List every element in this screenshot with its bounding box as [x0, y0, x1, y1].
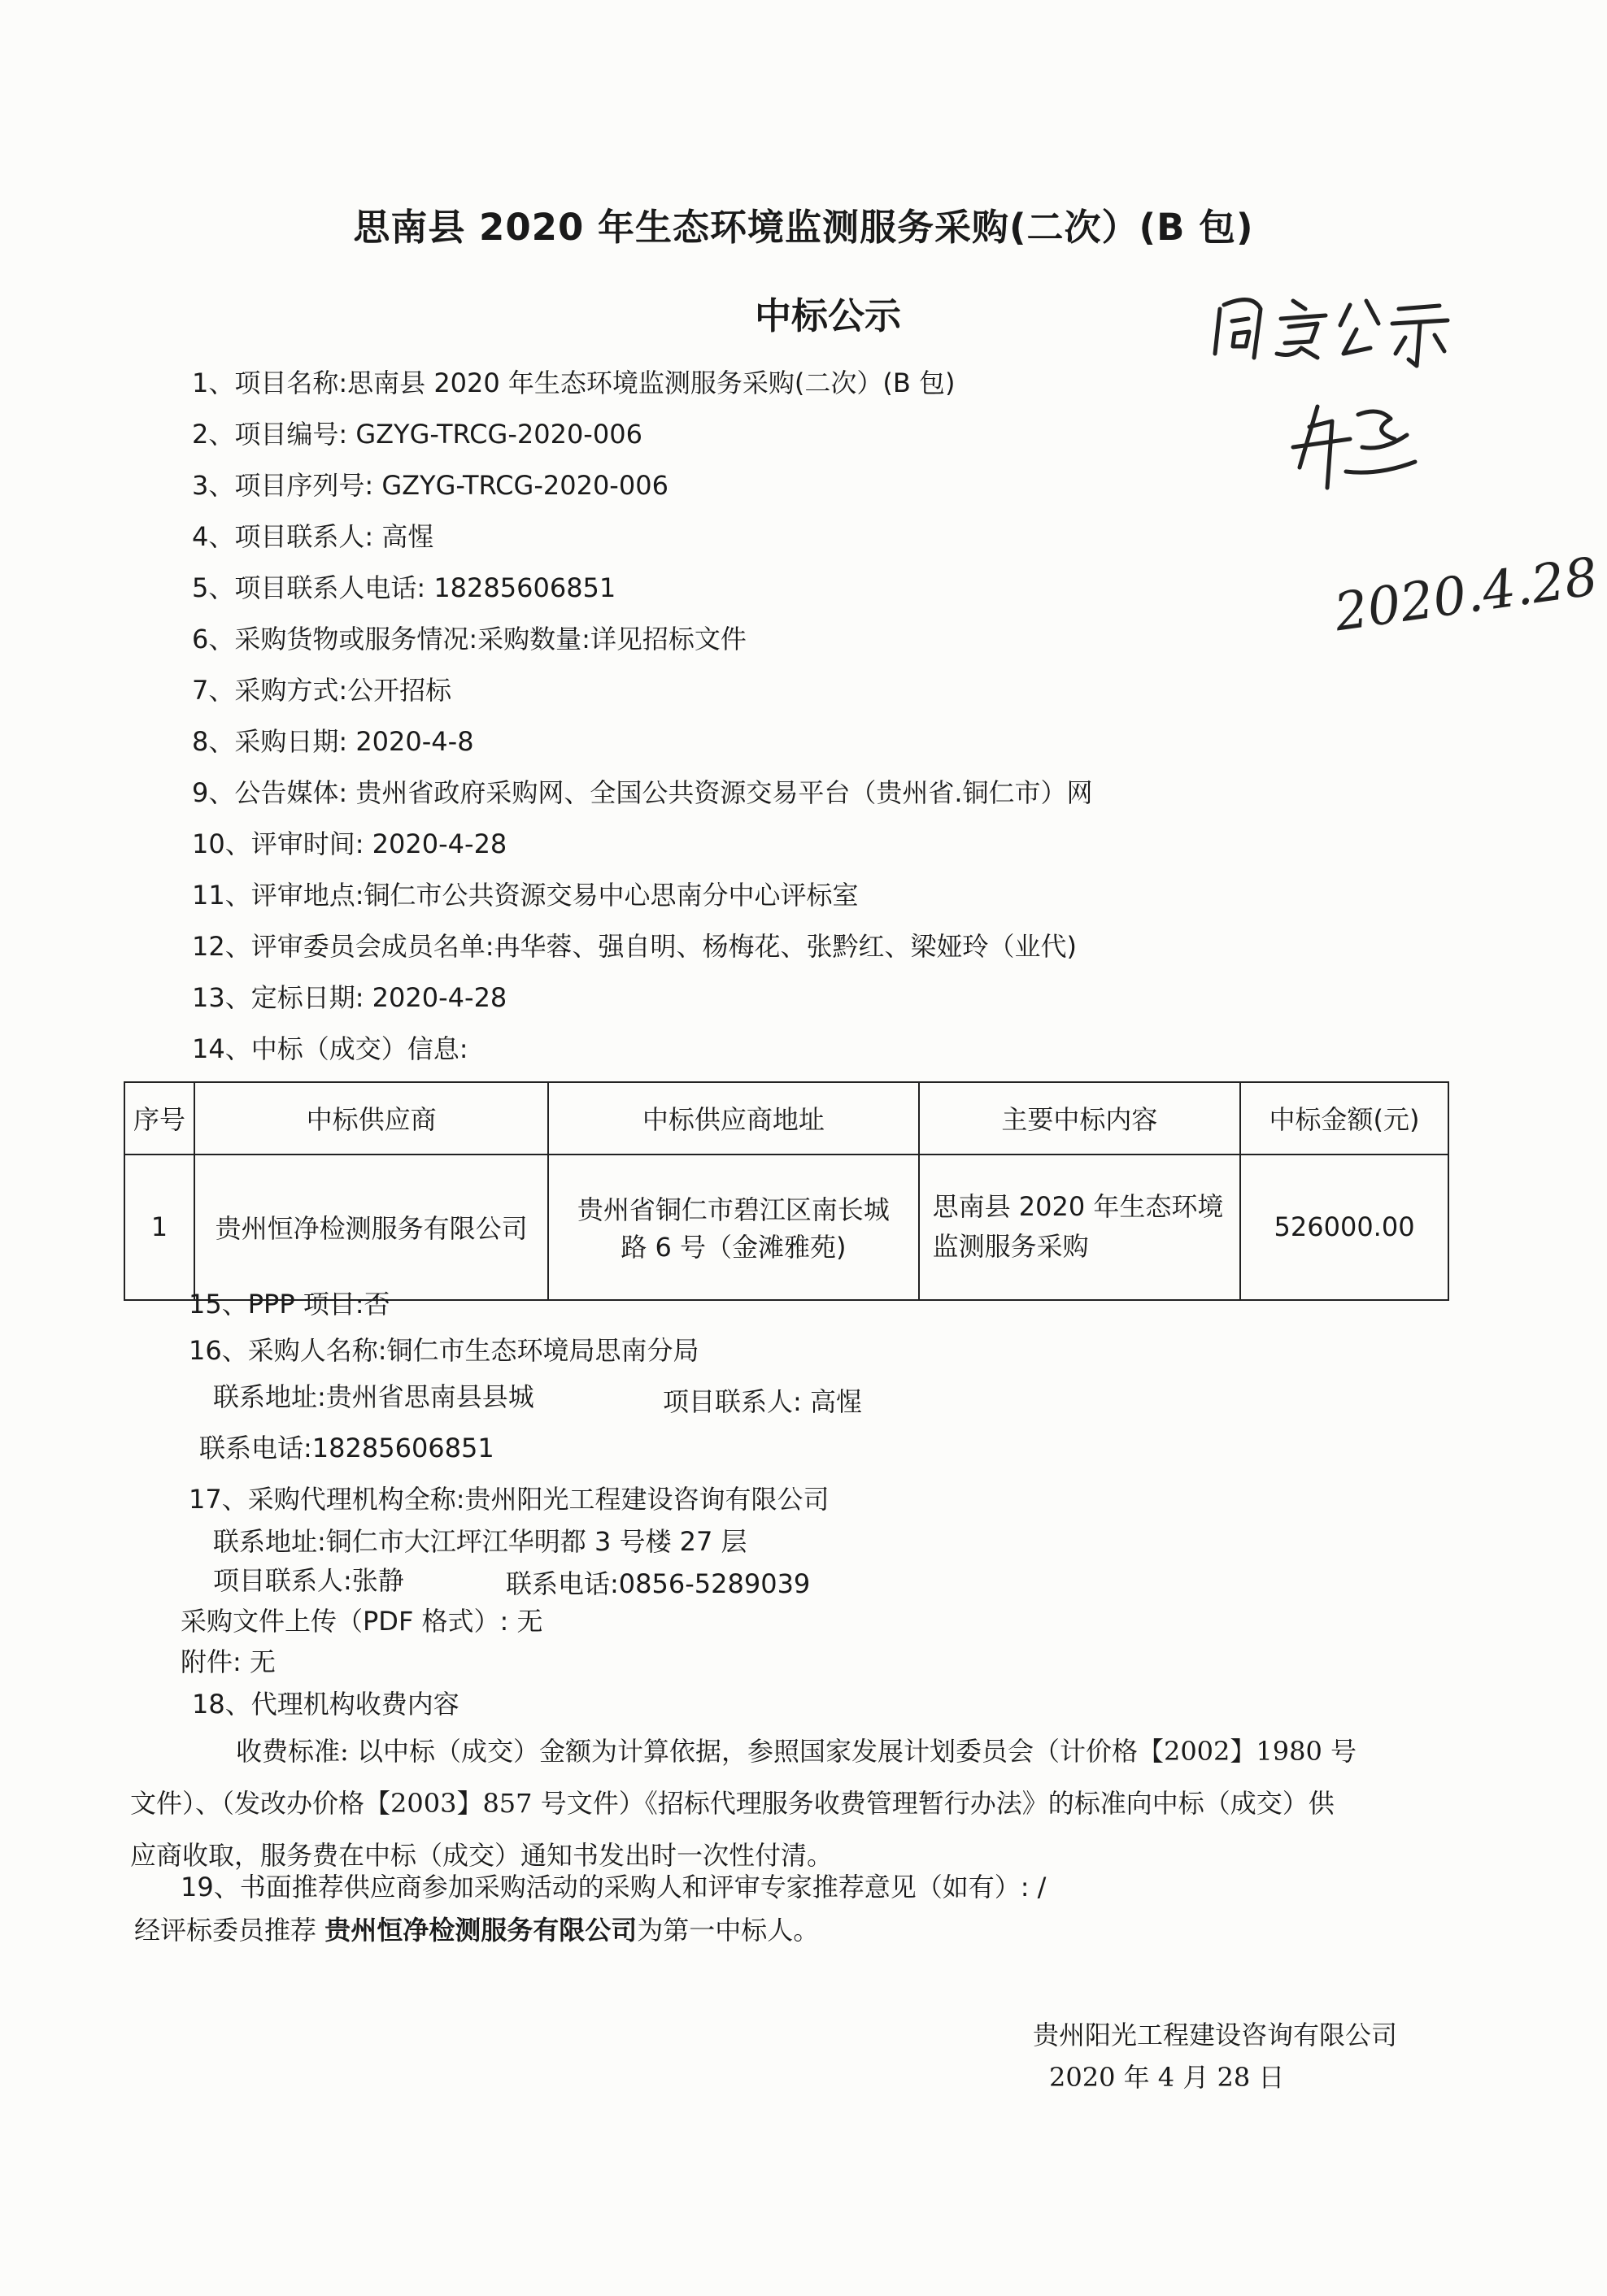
attachment: 附件: 无	[181, 1646, 276, 1677]
item-award-info: 14、中标（成交）信息:	[192, 1033, 468, 1064]
signature-date: 2020 年 4 月 28 日	[1049, 2062, 1285, 2093]
conclusion-prefix: 经评标委员推荐	[134, 1915, 325, 1946]
item-contact-phone: 5、项目联系人电话: 18285606851	[192, 572, 616, 603]
item-fee-heading: 18、代理机构收费内容	[192, 1689, 459, 1720]
table-header-row	[124, 1082, 1448, 1155]
header-address: 中标供应商地址	[548, 1082, 918, 1155]
cell-content	[919, 1155, 1241, 1300]
cell-amount: 526000.00	[1240, 1155, 1448, 1300]
fee-line-3: 应商收取，服务费在中标（成交）通知书发出时一次性付清。	[130, 1840, 834, 1871]
document-upload: 采购文件上传（PDF 格式）: 无	[181, 1606, 543, 1637]
fee-line-2: 文件）、（发改办价格【2003】857 号文件）《招标代理服务收费管理暂行办法》的标准向中标（成交）供	[130, 1788, 1335, 1819]
header-content: 主要中标内容	[919, 1082, 1241, 1155]
signature-company: 贵州阳光工程建设咨询有限公司	[1033, 2020, 1398, 2050]
fee-paragraph	[130, 1725, 1448, 1881]
cell-address-line1: 贵州省铜仁市碧江区南长城	[577, 1194, 890, 1226]
cell-address	[548, 1155, 918, 1300]
item-project-serial: 3、项目序列号: GZYG-TRCG-2020-006	[192, 470, 668, 501]
agency-address: 联系地址:铜仁市大江坪江华明都 3 号楼 27 层	[213, 1526, 747, 1557]
purchaser-contact: 项目联系人: 高惺	[663, 1386, 862, 1417]
item-method: 7、采购方式:公开招标	[192, 675, 452, 706]
agency-phone: 联系电话:0856-5289039	[506, 1568, 811, 1599]
item-ppp: 15、PPP 项目:否	[189, 1289, 390, 1320]
purchaser-address: 联系地址:贵州省思南县县城	[213, 1381, 534, 1412]
page-title: 思南县 2020 年生态环境监测服务采购(二次）(B 包)	[353, 206, 1254, 249]
item-purchase-date: 8、采购日期: 2020-4-8	[192, 726, 474, 757]
handwritten-annotation	[1204, 276, 1480, 537]
header-no: 序号	[124, 1082, 194, 1155]
cell-no: 1	[124, 1155, 194, 1300]
item-review-time: 10、评审时间: 2020-4-28	[192, 828, 507, 859]
table-row	[124, 1155, 1448, 1300]
conclusion	[134, 1915, 820, 1946]
purchaser-phone: 联系电话:18285606851	[199, 1433, 494, 1463]
item-recommend: 19、书面推荐供应商参加采购活动的采购人和评审专家推荐意见（如有）: /	[181, 1872, 1047, 1902]
item-project-code: 2、项目编号: GZYG-TRCG-2020-006	[192, 419, 642, 450]
fee-line-1: 收费标准: 以中标（成交）金额为计算依据，参照国家发展计划委员会（计价格【2002】1980 号	[236, 1736, 1357, 1767]
item-goods: 6、采购货物或服务情况:采购数量:详见招标文件	[192, 624, 747, 654]
cell-address-line2: 路 6 号（金滩雅苑)	[621, 1232, 847, 1263]
page-subtitle: 中标公示	[754, 294, 901, 337]
award-table	[124, 1081, 1449, 1301]
item-committee: 12、评审委员会成员名单:冉华蓉、强自明、杨梅花、张黔红、梁娅玲（业代)	[192, 931, 1077, 962]
item-purchaser: 16、采购人名称:铜仁市生态环境局思南分局	[189, 1335, 699, 1366]
item-award-date: 13、定标日期: 2020-4-28	[192, 982, 507, 1013]
agency-contact: 项目联系人:张静	[213, 1565, 404, 1596]
item-contact: 4、项目联系人: 高惺	[192, 521, 434, 552]
conclusion-company: 贵州恒净检测服务有限公司	[324, 1915, 638, 1946]
header-amount: 中标金额(元)	[1240, 1082, 1448, 1155]
handwritten-date: 2020.4.28	[1330, 546, 1602, 644]
cell-supplier: 贵州恒净检测服务有限公司	[194, 1155, 548, 1300]
cell-content-line1: 思南县 2020 年生态环境	[932, 1190, 1224, 1222]
conclusion-suffix: 为第一中标人。	[637, 1915, 820, 1946]
item-agency: 17、采购代理机构全称:贵州阳光工程建设咨询有限公司	[189, 1484, 830, 1515]
header-supplier: 中标供应商	[194, 1082, 548, 1155]
item-media: 9、公告媒体: 贵州省政府采购网、全国公共资源交易平台（贵州省.铜仁市）网	[192, 777, 1093, 808]
item-project-name: 1、项目名称:思南县 2020 年生态环境监测服务采购(二次）(B 包)	[192, 367, 956, 398]
item-review-place: 11、评审地点:铜仁市公共资源交易中心思南分中心评标室	[192, 880, 859, 911]
cell-content-line2: 监测服务采购	[932, 1231, 1089, 1263]
